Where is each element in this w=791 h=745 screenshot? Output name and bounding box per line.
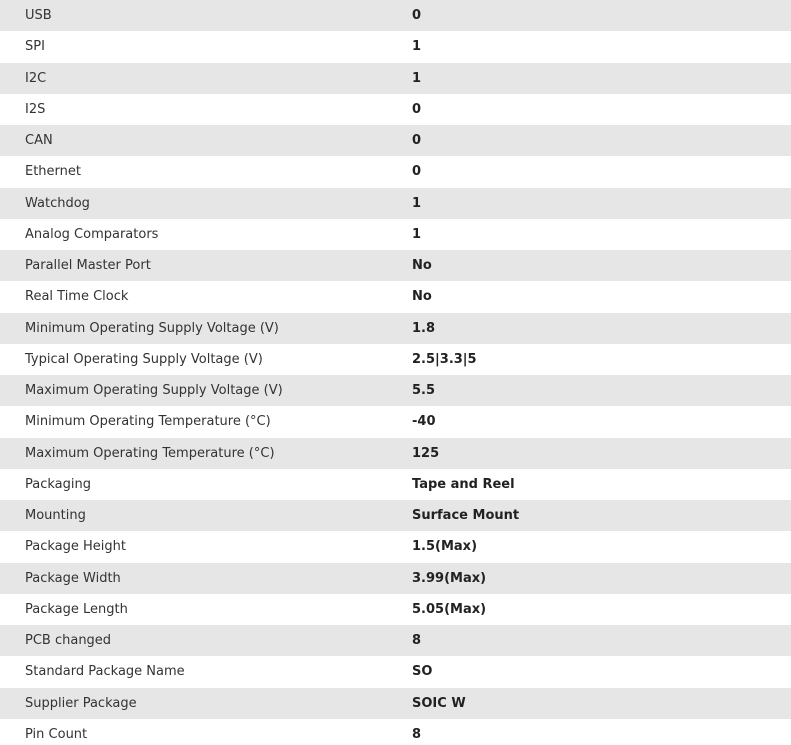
spec-attribute-name: SPI	[0, 31, 387, 62]
spec-attribute-value: 1	[387, 63, 791, 94]
spec-attribute-value: 3.99(Max)	[387, 563, 791, 594]
spec-row	[0, 469, 791, 500]
spec-attribute-name: Ethernet	[0, 156, 387, 187]
spec-attribute-name: Package Length	[0, 594, 387, 625]
spec-attribute-name: Minimum Operating Supply Voltage (V)	[0, 313, 387, 344]
spec-attribute-name: Standard Package Name	[0, 656, 387, 687]
spec-attribute-name: Mounting	[0, 500, 387, 531]
spec-attribute-name: Supplier Package	[0, 688, 387, 719]
spec-attribute-name: Pin Count	[0, 719, 387, 745]
spec-attribute-value: 5.05(Max)	[387, 594, 791, 625]
spec-attribute-name: PCB changed	[0, 625, 387, 656]
spec-row	[0, 344, 791, 375]
spec-attribute-value: 2.5|3.3|5	[387, 344, 791, 375]
spec-attribute-value: 0	[387, 0, 791, 31]
spec-attribute-value: Surface Mount	[387, 500, 791, 531]
spec-attribute-name: I2C	[0, 63, 387, 94]
spec-row	[0, 719, 791, 745]
spec-row	[0, 31, 791, 62]
spec-attribute-value: 8	[387, 719, 791, 745]
spec-attribute-value: 8	[387, 625, 791, 656]
spec-row	[0, 125, 791, 156]
spec-attribute-name: Analog Comparators	[0, 219, 387, 250]
spec-row	[0, 313, 791, 344]
spec-attribute-name: Parallel Master Port	[0, 250, 387, 281]
spec-attribute-value: Tape and Reel	[387, 469, 791, 500]
spec-attribute-value: SOIC W	[387, 688, 791, 719]
spec-attribute-name: Typical Operating Supply Voltage (V)	[0, 344, 387, 375]
spec-row	[0, 94, 791, 125]
spec-attribute-value: 1.8	[387, 313, 791, 344]
spec-attribute-name: Watchdog	[0, 188, 387, 219]
spec-row	[0, 688, 791, 719]
spec-attribute-value: -40	[387, 406, 791, 437]
spec-attribute-name: Package Height	[0, 531, 387, 562]
spec-row	[0, 0, 791, 31]
spec-row	[0, 500, 791, 531]
spec-attribute-value: 1	[387, 31, 791, 62]
spec-attribute-name: USB	[0, 0, 387, 31]
spec-attribute-value: 0	[387, 94, 791, 125]
spec-attribute-value: 125	[387, 438, 791, 469]
spec-attribute-value: 1.5(Max)	[387, 531, 791, 562]
spec-attribute-name: Maximum Operating Supply Voltage (V)	[0, 375, 387, 406]
spec-row	[0, 375, 791, 406]
spec-attribute-value: 1	[387, 219, 791, 250]
spec-row	[0, 250, 791, 281]
spec-row	[0, 656, 791, 687]
spec-attribute-name: I2S	[0, 94, 387, 125]
spec-row	[0, 63, 791, 94]
spec-attribute-value: 0	[387, 125, 791, 156]
spec-row	[0, 625, 791, 656]
spec-row	[0, 219, 791, 250]
spec-attribute-name: Minimum Operating Temperature (°C)	[0, 406, 387, 437]
spec-attribute-value: No	[387, 281, 791, 312]
spec-row	[0, 594, 791, 625]
spec-row	[0, 531, 791, 562]
spec-row	[0, 406, 791, 437]
spec-attribute-name: Real Time Clock	[0, 281, 387, 312]
spec-attribute-name: Maximum Operating Temperature (°C)	[0, 438, 387, 469]
spec-row	[0, 281, 791, 312]
spec-attribute-value: 5.5	[387, 375, 791, 406]
spec-attribute-name: Packaging	[0, 469, 387, 500]
spec-attribute-value: 0	[387, 156, 791, 187]
spec-row	[0, 188, 791, 219]
spec-row	[0, 563, 791, 594]
spec-attribute-value: No	[387, 250, 791, 281]
spec-row	[0, 156, 791, 187]
spec-attribute-value: SO	[387, 656, 791, 687]
spec-row	[0, 438, 791, 469]
spec-attribute-value: 1	[387, 188, 791, 219]
spec-attribute-name: Package Width	[0, 563, 387, 594]
spec-attribute-name: CAN	[0, 125, 387, 156]
